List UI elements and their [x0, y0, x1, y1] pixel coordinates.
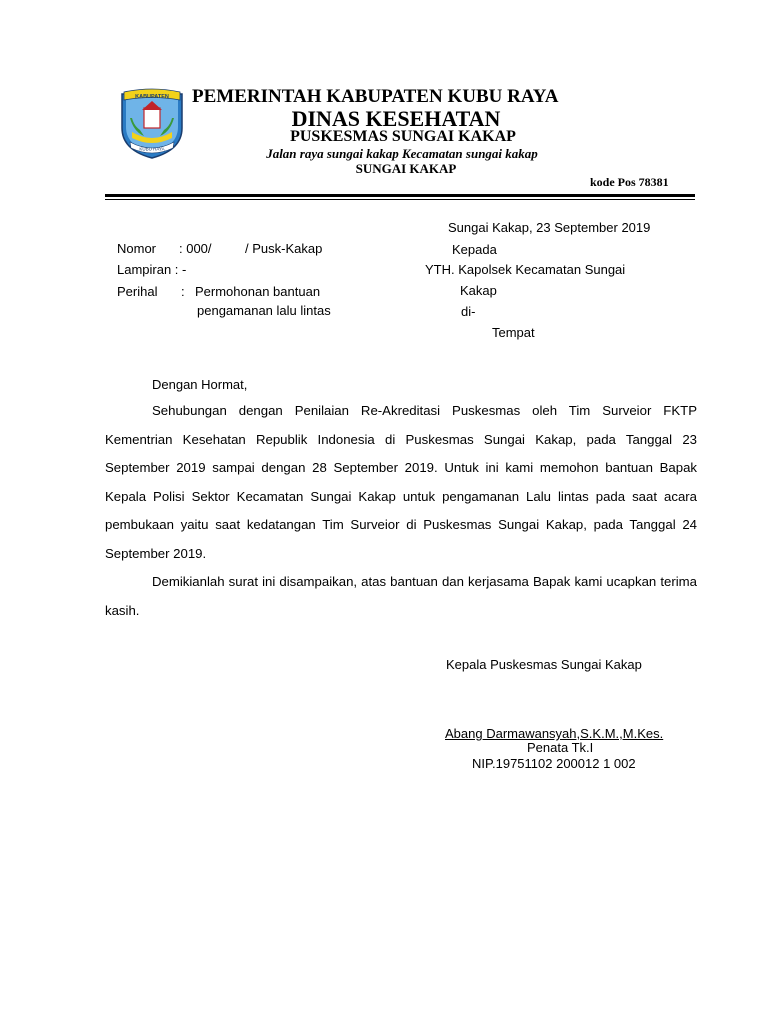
recipient-di: di-: [461, 304, 476, 319]
signatory-rank: Penata Tk.I: [527, 740, 594, 755]
recipient-kepada: Kepada: [452, 242, 497, 257]
letterhead-government: PEMERINTAH KABUPATEN KUBU RAYA: [192, 86, 559, 107]
body-paragraph: Demikianlah surat ini disampaikan, atas bantuan dan kerjasama Bapak kami ucapkan terima kasih.: [105, 574, 697, 618]
letterhead-address: Jalan raya sungai kakap Kecamatan sungai kakap: [266, 146, 538, 161]
letterhead-divider-thin: [105, 199, 695, 200]
logo-text-top: KABUPATEN: [135, 94, 169, 100]
nomor-label: Nomor: [117, 241, 157, 256]
recipient-name-cont: Kakap: [460, 283, 497, 298]
letterhead-department: DINAS KESEHATAN: [291, 106, 501, 131]
perihal-value-cont: pengamanan lalu lintas: [197, 303, 331, 318]
letter-body: [105, 397, 697, 625]
lampiran: Lampiran : -: [117, 262, 187, 277]
letterhead-postal-code: kode Pos 78381: [590, 175, 669, 189]
signatory-name: Abang Darmawansyah,S.K.M.,M.Kes.: [445, 726, 664, 741]
letterhead-divider: [105, 194, 695, 197]
letterhead-puskesmas: PUSKESMAS SUNGAI KAKAP: [290, 128, 516, 145]
nomor-value-suffix: / Pusk-Kakap: [245, 241, 323, 256]
body-paragraph: Sehubungan dengan Penilaian Re-Akreditasi Puskesmas oleh Tim Surveior FKTP Kementrian Kesehatan Republik Indonesia di Puskesmas Sungai Kakap, pada Tanggal 23 September 2019 sampai dengan 28 September 2019. Untuk ini kami memohon bantuan Bapak Kepala Polisi Sektor Kecamatan Sungai Kakap untuk pengamanan Lalu lintas pada saat acara pembukaan yaitu saat kedatangan Tim Surveior di Puskesmas Sungai Kakap, pada Tanggal 24 September 2019.: [105, 403, 697, 561]
closing-title: Kepala Puskesmas Sungai Kakap: [446, 657, 642, 672]
logo-text-bottom: KUBU RAYA: [139, 146, 165, 152]
perihal-colon: :: [181, 284, 185, 299]
perihal-label: Perihal: [117, 284, 158, 299]
letter-date: Sungai Kakap, 23 September 2019: [448, 220, 651, 235]
perihal-value: Permohonan bantuan: [195, 284, 321, 299]
letterhead-city: SUNGAI KAKAP: [355, 161, 457, 176]
recipient-tempat: Tempat: [492, 325, 535, 340]
greeting: Dengan Hormat,: [152, 377, 248, 392]
nomor-value: : 000/: [179, 241, 212, 256]
recipient-name: YTH. Kapolsek Kecamatan Sungai: [425, 262, 626, 277]
signatory-nip: NIP.19751102 200012 1 002: [472, 756, 636, 771]
